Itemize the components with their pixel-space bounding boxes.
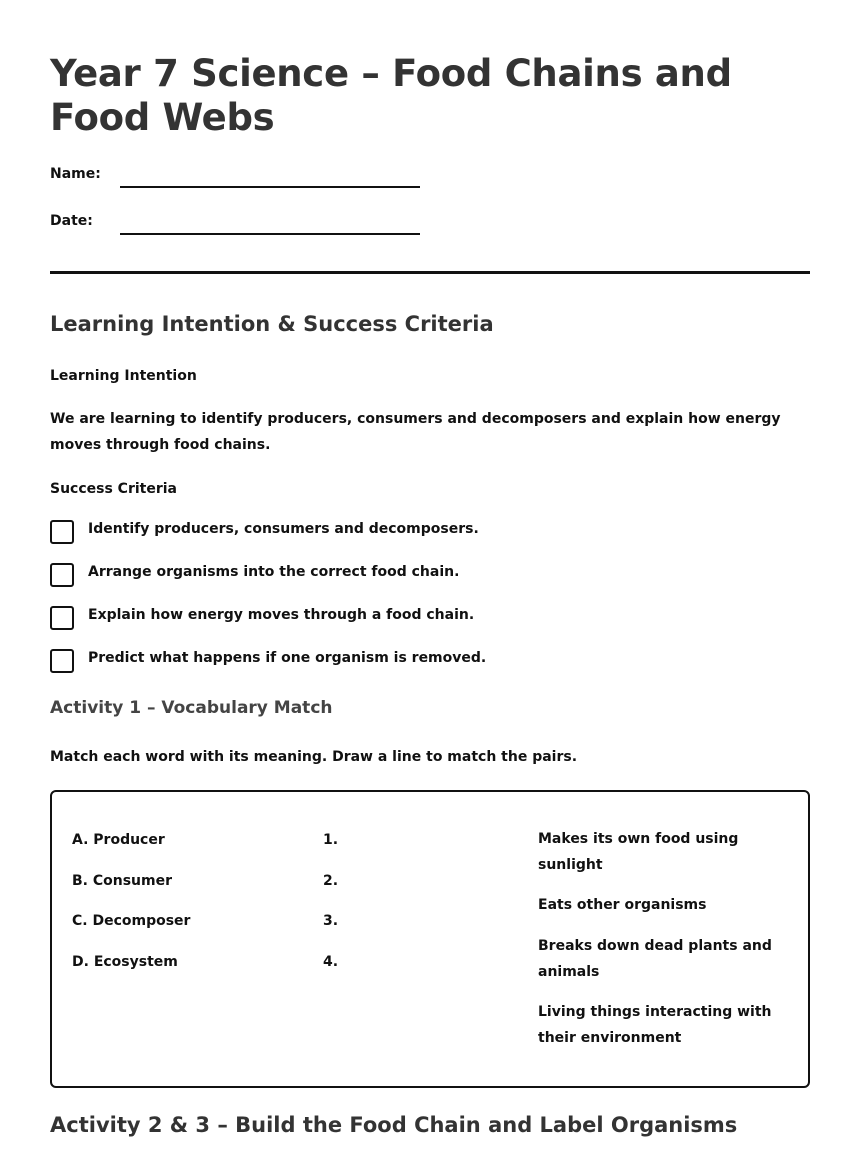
criteria-heading: Success Criteria: [50, 481, 177, 497]
name-field[interactable]: [50, 166, 470, 190]
activity2-heading: Activity 2 & 3 – Build the Food Chain and Label Organisms: [50, 1113, 738, 1137]
term-item: D. Ecosystem: [72, 954, 178, 970]
criteria-item[interactable]: [50, 563, 810, 589]
name-line[interactable]: [120, 186, 420, 188]
criteria-checkbox[interactable]: [50, 520, 74, 544]
criteria-text: Explain how energy moves through a food chain.: [88, 607, 475, 623]
activity1-heading: Activity 1 – Vocabulary Match: [50, 698, 333, 718]
vocabulary-match-box: [50, 790, 810, 1088]
intention-text: We are learning to identify producers, consumers and decomposers and explain how energy moves through food chains.: [50, 411, 781, 453]
date-field[interactable]: [50, 213, 470, 237]
criteria-checkbox[interactable]: [50, 606, 74, 630]
criteria-checkbox[interactable]: [50, 649, 74, 673]
activity1-instruction: Match each word with its meaning. Draw a line to match the pairs.: [50, 749, 578, 765]
worksheet-title: Year 7 Science – Food Chains and Food Webs: [50, 52, 732, 139]
intention-heading: Learning Intention: [50, 368, 197, 384]
match-number: 4.: [323, 954, 339, 970]
term-item: C. Decomposer: [72, 913, 191, 929]
date-line[interactable]: [120, 233, 420, 235]
criteria-text: Predict what happens if one organism is removed.: [88, 650, 487, 666]
learning-heading: Learning Intention & Success Criteria: [50, 312, 494, 336]
definition-item: Makes its own food using sunlight: [538, 831, 739, 873]
header-divider: [50, 271, 810, 274]
definition-item: Eats other organisms: [538, 897, 707, 913]
definition-item: Breaks down dead plants and animals: [538, 938, 772, 980]
criteria-item[interactable]: [50, 649, 810, 675]
date-label: Date:: [50, 213, 93, 229]
match-number: 1.: [323, 832, 339, 848]
match-number: 2.: [323, 873, 339, 889]
criteria-item[interactable]: [50, 520, 810, 546]
name-label: Name:: [50, 166, 101, 182]
criteria-text: Arrange organisms into the correct food chain.: [88, 564, 460, 580]
term-item: B. Consumer: [72, 873, 173, 889]
match-number: 3.: [323, 913, 339, 929]
definition-item: Living things interacting with their environment: [538, 1004, 772, 1046]
criteria-text: Identify producers, consumers and decomposers.: [88, 521, 479, 537]
term-item: A. Producer: [72, 832, 165, 848]
criteria-checkbox[interactable]: [50, 563, 74, 587]
criteria-item[interactable]: [50, 606, 810, 632]
